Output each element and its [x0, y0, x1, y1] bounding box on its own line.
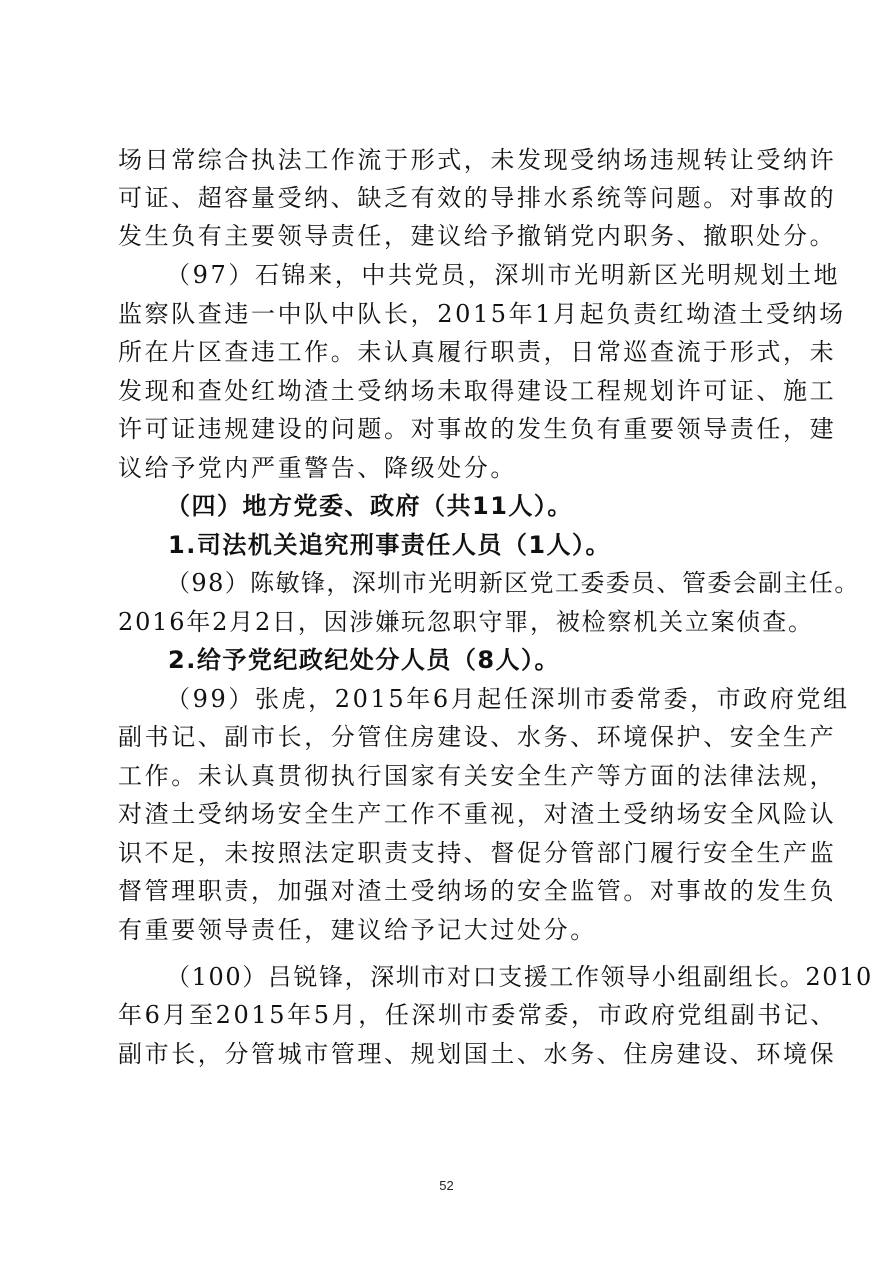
paragraph-line: 发现和查处红坳渣土受纳场未取得建设工程规划许可证、施工 — [118, 377, 837, 405]
paragraph-line: （97）石锦来，中共党员，深圳市光明新区光明规划土地 — [166, 261, 841, 289]
page-number: 52 — [439, 1178, 454, 1193]
paragraph-line: 识不足，未按照法定职责支持、督促分管部门履行安全生产监 — [118, 839, 837, 867]
section-heading: （四）地方党委、政府（共11人）。 — [166, 492, 573, 520]
paragraph-line: 工作。未认真贯彻执行国家有关安全生产等方面的法律法规， — [118, 762, 837, 790]
paragraph-line: 2016年2月2日，因涉嫌玩忽职守罪，被检察机关立案侦查。 — [118, 608, 814, 636]
paragraph-line: 所在片区查违工作。未认真履行职责，日常巡查流于形式，未 — [118, 338, 837, 366]
paragraph-line: 对渣土受纳场安全生产工作不重视，对渣土受纳场安全风险认 — [118, 800, 837, 828]
paragraph-line: 副书记、副市长，分管住房建设、水务、环境保护、安全生产 — [118, 723, 837, 751]
paragraph-line: 许可证违规建设的问题。对事故的发生负有重要领导责任，建 — [118, 415, 837, 443]
subsection-heading: 1.司法机关追究刑事责任人员（1人）。 — [168, 531, 612, 559]
paragraph-line: 监察队查违一中队中队长，2015年1月起负责红坳渣土受纳场 — [118, 300, 846, 328]
subsection-heading: 2.给予党纪政纪处分人员（8人）。 — [168, 646, 561, 674]
paragraph-line: （98）陈敏锋，深圳市光明新区党工委委员、管委会副主任。 — [166, 569, 860, 597]
paragraph-line: 场日常综合执法工作流于形式，未发现受纳场违规转让受纳许 — [118, 146, 837, 174]
paragraph-line: 可证、超容量受纳、缺乏有效的导排水系统等问题。对事故的 — [118, 184, 837, 212]
paragraph-line: 发生负有主要领导责任，建议给予撤销党内职务、撤职处分。 — [118, 222, 837, 250]
paragraph-line: 督管理职责，加强对渣土受纳场的安全监管。对事故的发生负 — [118, 877, 837, 905]
paragraph-line: （99）张虎，2015年6月起任深圳市委常委，市政府党组 — [166, 685, 850, 713]
paragraph-line: 年6月至2015年5月，任深圳市委常委，市政府党组副书记、 — [118, 1001, 838, 1029]
paragraph-line: （100）吕锐锋，深圳市对口支援工作领导小组副组长。2010 — [166, 963, 873, 991]
paragraph-line: 副市长，分管城市管理、规划国土、水务、住房建设、环境保 — [118, 1040, 837, 1068]
paragraph-line: 议给予党内严重警告、降级处分。 — [118, 454, 517, 482]
paragraph-line: 有重要领导责任，建议给予记大过处分。 — [118, 916, 597, 944]
